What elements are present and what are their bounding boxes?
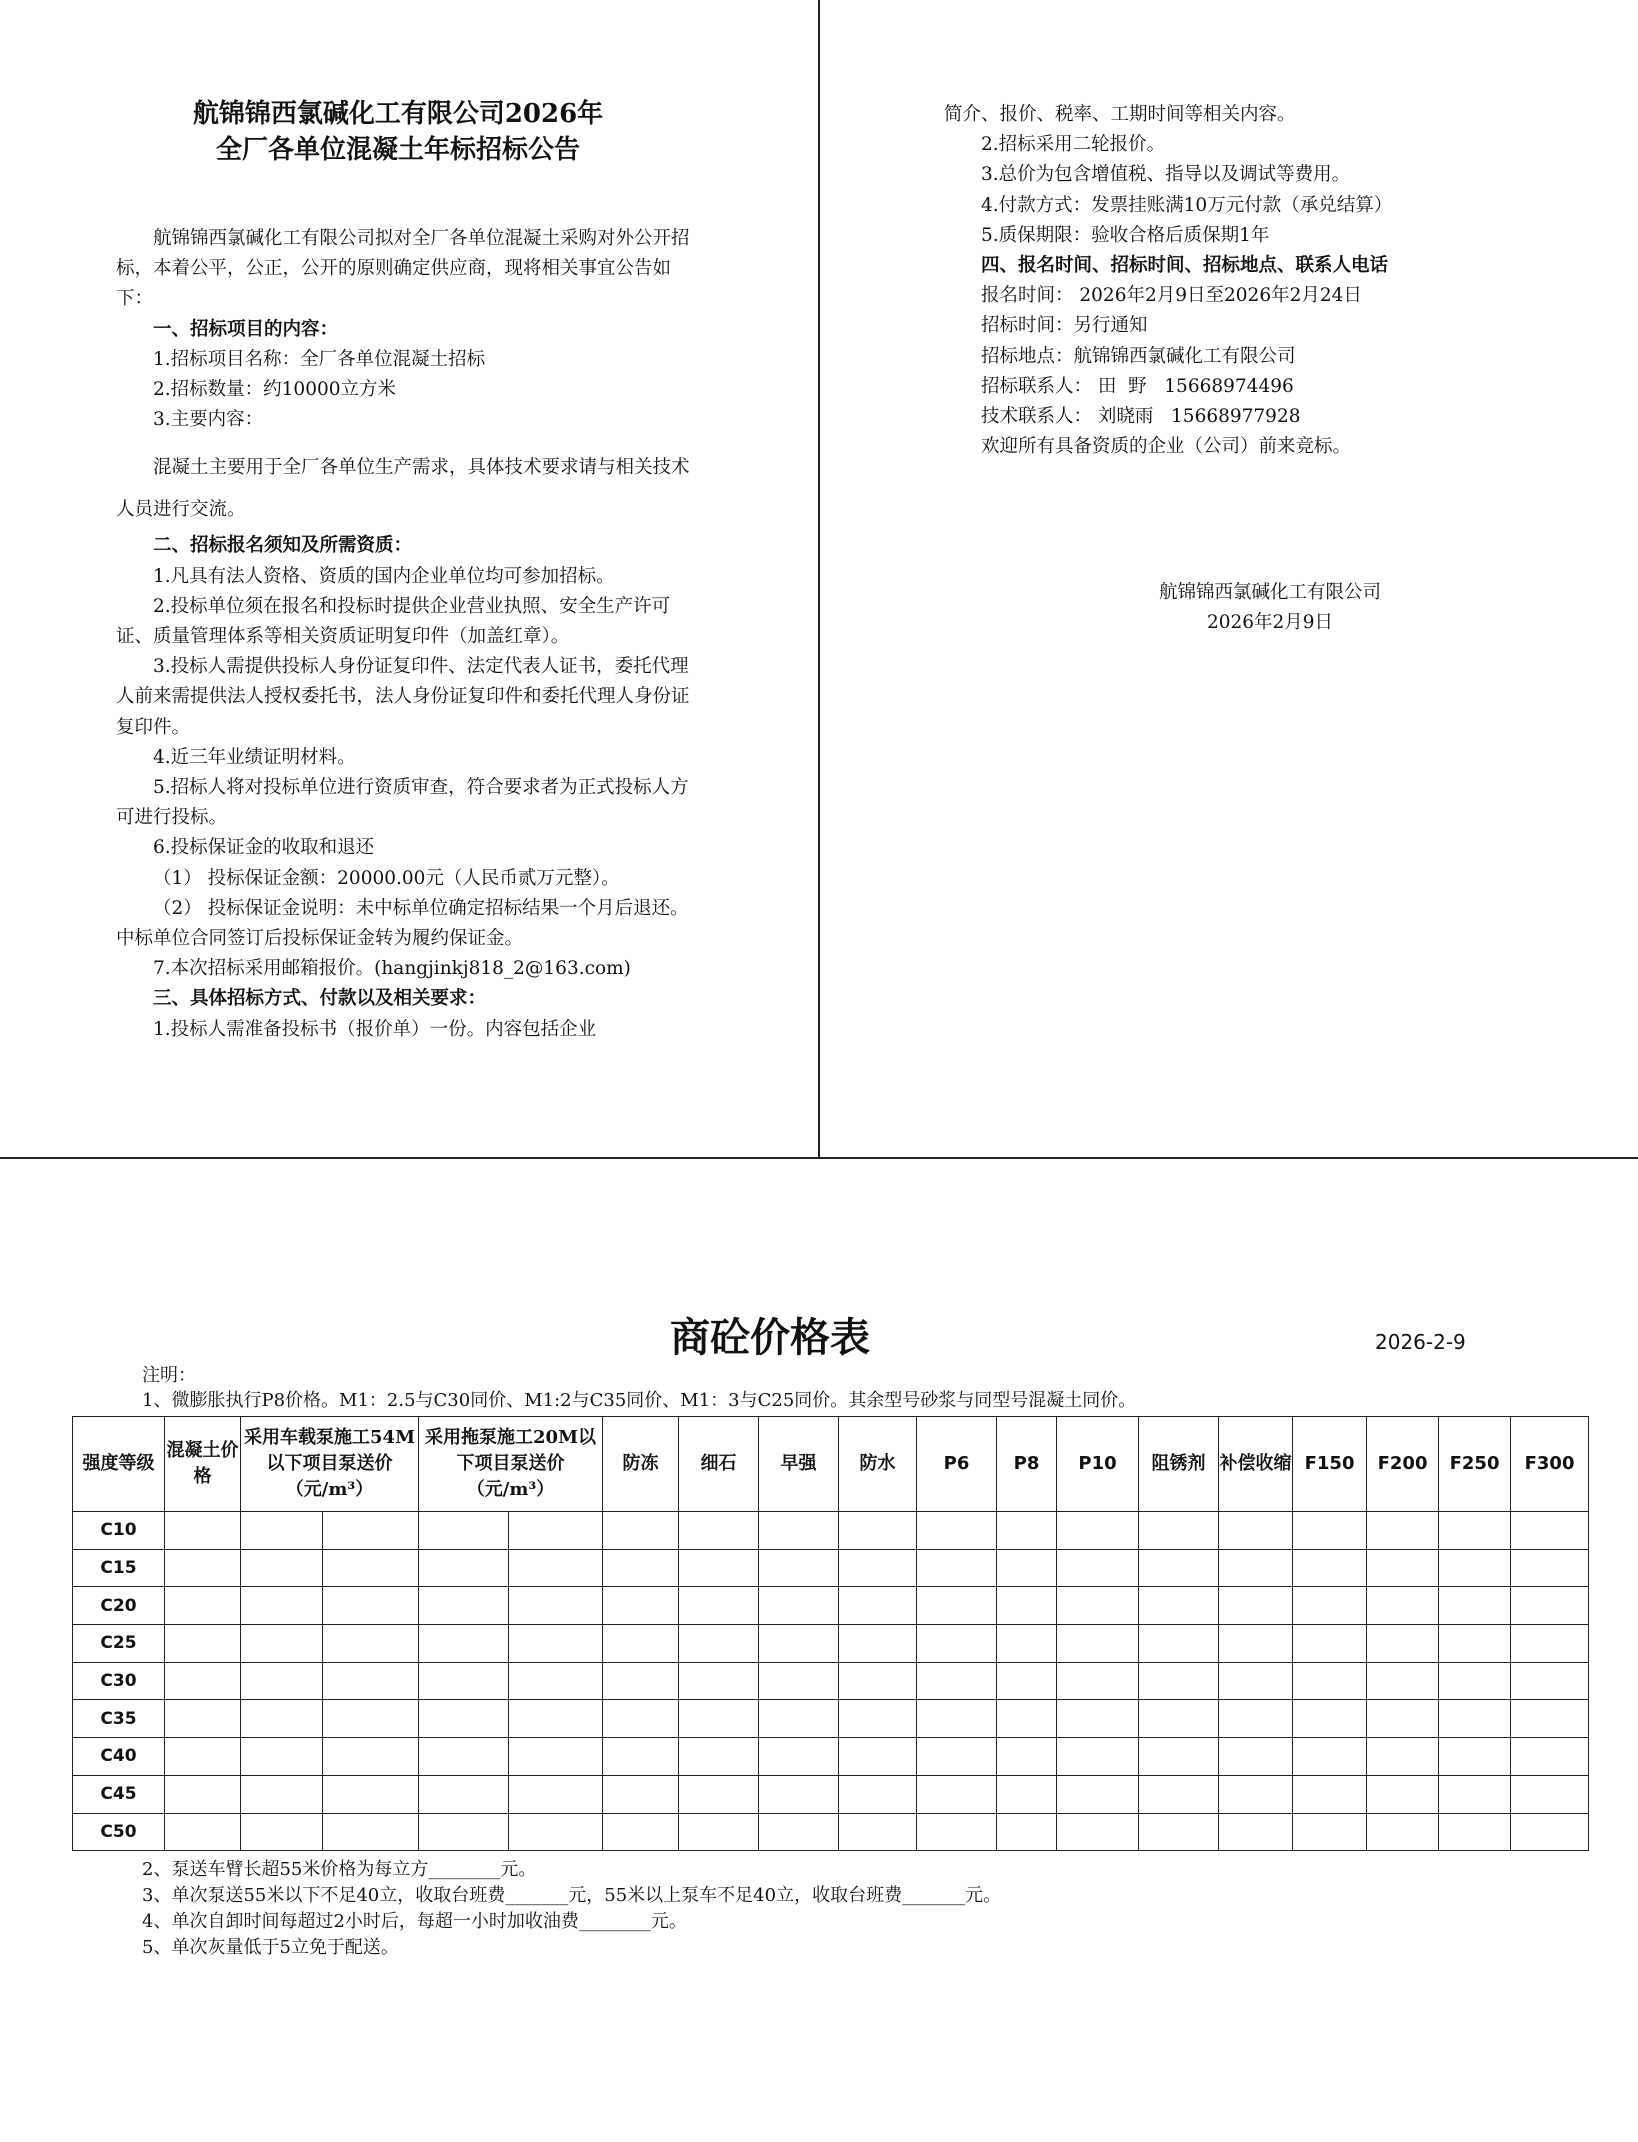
price-cell[interactable] [419, 1549, 509, 1587]
price-cell[interactable] [679, 1738, 759, 1776]
header-cell: 采用拖泵施工20M以下项目泵送价（元/m³） [419, 1417, 603, 1512]
note-line-1: 1、微膨胀执行P8价格。M1：2.5与C30同价、M1:2与C35同价、M1：3与C25同价。其余型号砂浆与同型号混凝土同价。 [142, 1390, 1137, 1411]
price-cell[interactable] [917, 1625, 997, 1663]
price-cell[interactable] [917, 1587, 997, 1625]
grade-cell: C45 [73, 1775, 165, 1813]
section2-item: 2.投标单位须在报名和投标时提供企业营业执照、安全生产许可证、质量管理体系等相关资质证明复印件（加盖红章）。 [116, 595, 671, 648]
price-cell[interactable] [839, 1625, 917, 1663]
price-cell[interactable] [1057, 1813, 1139, 1851]
header-cell: P10 [1057, 1417, 1139, 1512]
price-table-header [73, 1417, 1589, 1512]
price-cell[interactable] [1511, 1662, 1589, 1700]
signature-date: 2026年2月9日 [1206, 612, 1334, 633]
price-cell[interactable] [323, 1625, 419, 1663]
price-cell[interactable] [759, 1587, 839, 1625]
price-cell[interactable] [1057, 1549, 1139, 1587]
section4-item: 招标地点：航锦锦西氯碱化工有限公司 [981, 345, 1296, 367]
price-cell[interactable] [997, 1738, 1057, 1776]
price-cell[interactable] [1439, 1813, 1511, 1851]
price-cell[interactable] [1219, 1662, 1293, 1700]
header-cell: F200 [1367, 1417, 1439, 1512]
price-cell[interactable] [1293, 1775, 1367, 1813]
price-cell[interactable] [323, 1775, 419, 1813]
price-cell[interactable] [241, 1512, 323, 1550]
price-cell[interactable] [759, 1775, 839, 1813]
price-cell[interactable] [509, 1587, 603, 1625]
price-cell[interactable] [241, 1549, 323, 1587]
price-cell[interactable] [509, 1775, 603, 1813]
price-cell[interactable] [1057, 1625, 1139, 1663]
left-page-body [116, 224, 700, 1045]
section2-item: （2） 投标保证金说明：未中标单位确定招标结果一个月后退还。中标单位合同签订后投标保证金转为履约保证金。 [116, 897, 689, 950]
price-cell[interactable] [419, 1662, 509, 1700]
price-cell[interactable] [1057, 1512, 1139, 1550]
section1-content: 混凝土主要用于全厂各单位生产需求，具体技术要求请与相关技术人员进行交流。 [116, 457, 690, 521]
price-cell[interactable] [759, 1549, 839, 1587]
section4-item: 招标联系人： 田 野 15668974496 [981, 375, 1294, 397]
header-cell: F250 [1439, 1417, 1511, 1512]
price-cell[interactable] [1219, 1512, 1293, 1550]
price-cell[interactable] [1439, 1738, 1511, 1776]
section2-item: 6.投标保证金的收取和退还 [153, 837, 375, 859]
price-cell[interactable] [165, 1738, 241, 1776]
continuation-text: 简介、报价、税率、工期时间等相关内容。 [944, 104, 1296, 125]
price-cell[interactable] [603, 1813, 679, 1851]
price-cell[interactable] [1511, 1738, 1589, 1776]
header-cell: 采用车载泵施工54M以下项目泵送价（元/m³） [241, 1417, 419, 1512]
price-cell[interactable] [1219, 1738, 1293, 1776]
price-sheet-title: 商砼价格表 [670, 1314, 870, 1361]
price-cell[interactable] [165, 1587, 241, 1625]
price-cell[interactable] [1139, 1775, 1219, 1813]
price-table-body [73, 1512, 1589, 1851]
price-cell[interactable] [679, 1700, 759, 1738]
price-cell[interactable] [603, 1587, 679, 1625]
price-cell[interactable] [1139, 1549, 1219, 1587]
header-cell: P6 [917, 1417, 997, 1512]
price-cell[interactable] [165, 1662, 241, 1700]
price-cell[interactable] [679, 1549, 759, 1587]
price-cell[interactable] [759, 1738, 839, 1776]
price-cell[interactable] [1293, 1813, 1367, 1851]
price-cell[interactable] [323, 1738, 419, 1776]
price-cell[interactable] [1293, 1662, 1367, 1700]
section1-item: 3.主要内容： [153, 409, 264, 431]
price-cell[interactable] [603, 1775, 679, 1813]
price-cell[interactable] [1511, 1549, 1589, 1587]
grade-cell: C30 [73, 1662, 165, 1700]
price-cell[interactable] [241, 1738, 323, 1776]
table-row [73, 1512, 1589, 1550]
price-cell[interactable] [997, 1662, 1057, 1700]
price-cell[interactable] [419, 1625, 509, 1663]
price-cell[interactable] [165, 1775, 241, 1813]
price-cell[interactable] [603, 1512, 679, 1550]
price-sheet-date: 2026-2-9 [1375, 1330, 1466, 1354]
price-cell[interactable] [419, 1512, 509, 1550]
section2-item: （1） 投标保证金额：20000.00元（人民币贰万元整）。 [153, 867, 620, 889]
footnote-5: 5、单次灰量低于5立免于配送。 [142, 1937, 399, 1958]
grade-cell: C25 [73, 1625, 165, 1663]
price-cell[interactable] [419, 1775, 509, 1813]
price-cell[interactable] [241, 1775, 323, 1813]
price-cell[interactable] [997, 1625, 1057, 1663]
section3-item: 2.招标采用二轮报价。 [981, 134, 1166, 156]
price-cell[interactable] [1367, 1587, 1439, 1625]
price-cell[interactable] [165, 1512, 241, 1550]
price-cell[interactable] [1293, 1625, 1367, 1663]
price-table [72, 1416, 1589, 1851]
grade-cell: C20 [73, 1587, 165, 1625]
price-cell[interactable] [1057, 1738, 1139, 1776]
price-cell[interactable] [1367, 1813, 1439, 1851]
price-cell[interactable] [603, 1662, 679, 1700]
table-row [73, 1738, 1589, 1776]
price-cell[interactable] [997, 1775, 1057, 1813]
price-cell[interactable] [1293, 1738, 1367, 1776]
header-cell: 补偿收缩 [1219, 1417, 1293, 1512]
price-cell[interactable] [679, 1775, 759, 1813]
section4-item: 报名时间： 2026年2月9日至2026年2月24日 [981, 285, 1362, 307]
price-cell[interactable] [839, 1700, 917, 1738]
price-cell[interactable] [1219, 1813, 1293, 1851]
price-cell[interactable] [1057, 1662, 1139, 1700]
price-cell[interactable] [1367, 1775, 1439, 1813]
section4-item: 欢迎所有具备资质的企业（公司）前来竞标。 [981, 436, 1352, 458]
footnote-3: 3、单次泵送55米以下不足40立，收取台班费_______元，55米以上泵车不足40立，收取台班费_______元。 [142, 1885, 1002, 1906]
price-cell[interactable] [1139, 1625, 1219, 1663]
price-cell[interactable] [241, 1813, 323, 1851]
price-cell[interactable] [679, 1662, 759, 1700]
price-cell[interactable] [1139, 1813, 1219, 1851]
price-cell[interactable] [165, 1813, 241, 1851]
price-cell[interactable] [419, 1813, 509, 1851]
price-cell[interactable] [1219, 1625, 1293, 1663]
header-cell: 混凝土价格 [165, 1417, 241, 1512]
table-row [73, 1625, 1589, 1663]
price-cell[interactable] [241, 1662, 323, 1700]
header-cell: P8 [997, 1417, 1057, 1512]
price-cell[interactable] [165, 1549, 241, 1587]
page-divider-horizontal [0, 1157, 1638, 1159]
price-cell[interactable] [1511, 1813, 1589, 1851]
price-cell[interactable] [759, 1700, 839, 1738]
price-cell[interactable] [1367, 1738, 1439, 1776]
price-cell[interactable] [1219, 1775, 1293, 1813]
price-cell[interactable] [165, 1625, 241, 1663]
price-cell[interactable] [839, 1775, 917, 1813]
price-cell[interactable] [917, 1662, 997, 1700]
price-cell[interactable] [1367, 1662, 1439, 1700]
price-cell[interactable] [679, 1587, 759, 1625]
section3-item: 3.总价为包含增值税、指导以及调试等费用。 [981, 164, 1351, 186]
price-cell[interactable] [1367, 1700, 1439, 1738]
price-cell[interactable] [509, 1625, 603, 1663]
price-cell[interactable] [603, 1700, 679, 1738]
right-page [944, 100, 1484, 462]
section2-heading: 二、招标报名须知及所需资质： [153, 535, 413, 557]
header-cell: 阻锈剂 [1139, 1417, 1219, 1512]
section4-item: 招标时间：另行通知 [981, 315, 1148, 337]
price-cell[interactable] [1057, 1700, 1139, 1738]
price-cell[interactable] [1219, 1587, 1293, 1625]
price-cell[interactable] [759, 1813, 839, 1851]
grade-cell: C10 [73, 1512, 165, 1550]
price-cell[interactable] [839, 1512, 917, 1550]
section4-item: 技术联系人： 刘晓雨 15668977928 [981, 406, 1301, 428]
price-cell[interactable] [917, 1738, 997, 1776]
section2-item: 5.招标人将对投标单位进行资质审查，符合要求者为正式投标人方可进行投标。 [116, 777, 689, 829]
section2-item: 7.本次招标采用邮箱报价。(hangjinkj818_2@163.com) [153, 958, 631, 980]
intro-paragraph: 航锦锦西氯碱化工有限公司拟对全厂各单位混凝土采购对外公开招标，本着公平，公正，公开的原则确定供应商，现将相关事宜公告如下： [116, 228, 690, 310]
price-cell[interactable] [419, 1738, 509, 1776]
page-divider-vertical [818, 0, 820, 1158]
price-cell[interactable] [509, 1662, 603, 1700]
price-cell[interactable] [419, 1587, 509, 1625]
price-cell[interactable] [759, 1512, 839, 1550]
price-cell[interactable] [1439, 1662, 1511, 1700]
price-cell[interactable] [679, 1512, 759, 1550]
table-row [73, 1662, 1589, 1700]
price-cell[interactable] [1219, 1549, 1293, 1587]
price-cell[interactable] [917, 1813, 997, 1851]
price-cell[interactable] [603, 1738, 679, 1776]
price-cell[interactable] [323, 1662, 419, 1700]
section3-heading: 三、具体招标方式、付款以及相关要求： [153, 988, 487, 1010]
price-cell[interactable] [1439, 1549, 1511, 1587]
price-cell[interactable] [323, 1587, 419, 1625]
signature-block [1130, 578, 1410, 638]
price-cell[interactable] [1139, 1512, 1219, 1550]
price-cell[interactable] [1439, 1700, 1511, 1738]
signature-company: 航锦锦西氯碱化工有限公司 [1158, 582, 1381, 603]
header-cell: 防冻 [603, 1417, 679, 1512]
table-row [73, 1700, 1589, 1738]
header-cell: 强度等级 [73, 1417, 165, 1512]
price-cell[interactable] [509, 1813, 603, 1851]
price-cell[interactable] [1367, 1625, 1439, 1663]
section3-item: 4.付款方式：发票挂账满10万元付款（承兑结算） [981, 194, 1393, 216]
price-cell[interactable] [1511, 1587, 1589, 1625]
price-cell[interactable] [1439, 1775, 1511, 1813]
price-cell[interactable] [1367, 1549, 1439, 1587]
header-cell: 细石 [679, 1417, 759, 1512]
price-cell[interactable] [509, 1549, 603, 1587]
price-cell[interactable] [165, 1700, 241, 1738]
price-cell[interactable] [917, 1549, 997, 1587]
price-cell[interactable] [323, 1813, 419, 1851]
announcement-title-line1: 航锦锦西氯碱化工有限公司2026年 [192, 99, 604, 129]
price-cell[interactable] [679, 1625, 759, 1663]
section3-item: 1.投标人需准备投标书（报价单）一份。内容包括企业 [153, 1018, 597, 1040]
price-cell[interactable] [1057, 1775, 1139, 1813]
note-label: 注明： [142, 1365, 196, 1386]
price-cell[interactable] [509, 1738, 603, 1776]
price-cell[interactable] [1439, 1587, 1511, 1625]
header-cell: 早强 [759, 1417, 839, 1512]
table-row [73, 1549, 1589, 1587]
section1-item: 2.招标数量：约10000立方米 [153, 379, 397, 401]
price-cell[interactable] [323, 1700, 419, 1738]
price-cell[interactable] [1057, 1587, 1139, 1625]
price-cell[interactable] [1511, 1512, 1589, 1550]
price-cell[interactable] [1293, 1700, 1367, 1738]
section3-item: 5.质保期限：验收合格后质保期1年 [981, 224, 1270, 246]
section2-item: 3.投标人需提供投标人身份证复印件、法定代表人证书，委托代理人前来需提供法人授权委托书，法人身份证复印件和委托代理人身份证复印件。 [116, 656, 690, 738]
section4-heading: 四、报名时间、招标时间、招标地点、联系人电话 [981, 255, 1389, 277]
price-cell[interactable] [997, 1700, 1057, 1738]
price-cell[interactable] [323, 1549, 419, 1587]
price-cell[interactable] [997, 1587, 1057, 1625]
price-cell[interactable] [241, 1587, 323, 1625]
price-cell[interactable] [603, 1549, 679, 1587]
price-cell[interactable] [1439, 1625, 1511, 1663]
price-cell[interactable] [1439, 1512, 1511, 1550]
price-cell[interactable] [419, 1700, 509, 1738]
price-cell[interactable] [1367, 1512, 1439, 1550]
section2-item: 1.凡具有法人资格、资质的国内企业单位均可参加招标。 [153, 565, 615, 587]
table-row [73, 1813, 1589, 1851]
footnote-4: 4、单次自卸时间每超过2小时后，每超一小时加收油费________元。 [142, 1911, 687, 1932]
price-cell[interactable] [509, 1512, 603, 1550]
price-cell[interactable] [603, 1625, 679, 1663]
price-cell[interactable] [997, 1549, 1057, 1587]
grade-cell: C40 [73, 1738, 165, 1776]
grade-cell: C15 [73, 1549, 165, 1587]
price-cell[interactable] [1293, 1587, 1367, 1625]
price-cell[interactable] [1139, 1700, 1219, 1738]
grade-cell: C50 [73, 1813, 165, 1851]
price-cell[interactable] [1511, 1625, 1589, 1663]
left-page [116, 96, 700, 1045]
price-cell[interactable] [1293, 1512, 1367, 1550]
price-cell[interactable] [509, 1700, 603, 1738]
price-cell[interactable] [1511, 1775, 1589, 1813]
grade-cell: C35 [73, 1700, 165, 1738]
price-cell[interactable] [1139, 1587, 1219, 1625]
section2-item: 4.近三年业绩证明材料。 [153, 746, 356, 768]
price-cell[interactable] [839, 1813, 917, 1851]
price-cell[interactable] [917, 1700, 997, 1738]
price-cell[interactable] [759, 1625, 839, 1663]
header-cell: F300 [1511, 1417, 1589, 1512]
price-cell[interactable] [1219, 1700, 1293, 1738]
header-cell: 防水 [839, 1417, 917, 1512]
header-cell: F150 [1293, 1417, 1367, 1512]
table-row [73, 1587, 1589, 1625]
announcement-title-line2: 全厂各单位混凝土年标招标公告 [215, 135, 580, 165]
table-row [73, 1775, 1589, 1813]
price-cell[interactable] [917, 1775, 997, 1813]
price-cell[interactable] [323, 1512, 419, 1550]
footnote-2: 2、泵送车臂长超55米价格为每立方________元。 [142, 1859, 537, 1880]
price-cell[interactable] [679, 1813, 759, 1851]
price-cell[interactable] [839, 1587, 917, 1625]
price-cell[interactable] [1511, 1700, 1589, 1738]
price-cell[interactable] [839, 1738, 917, 1776]
price-cell[interactable] [241, 1700, 323, 1738]
price-cell[interactable] [997, 1512, 1057, 1550]
price-cell[interactable] [997, 1813, 1057, 1851]
section1-item: 1.招标项目名称：全厂各单位混凝土招标 [153, 348, 486, 370]
price-cell[interactable] [917, 1512, 997, 1550]
price-cell[interactable] [1139, 1738, 1219, 1776]
price-cell[interactable] [1139, 1662, 1219, 1700]
price-cell[interactable] [839, 1549, 917, 1587]
price-cell[interactable] [1293, 1549, 1367, 1587]
price-cell[interactable] [241, 1625, 323, 1663]
section1-heading: 一、招标项目的内容： [153, 318, 339, 340]
price-cell[interactable] [839, 1662, 917, 1700]
price-cell[interactable] [759, 1662, 839, 1700]
